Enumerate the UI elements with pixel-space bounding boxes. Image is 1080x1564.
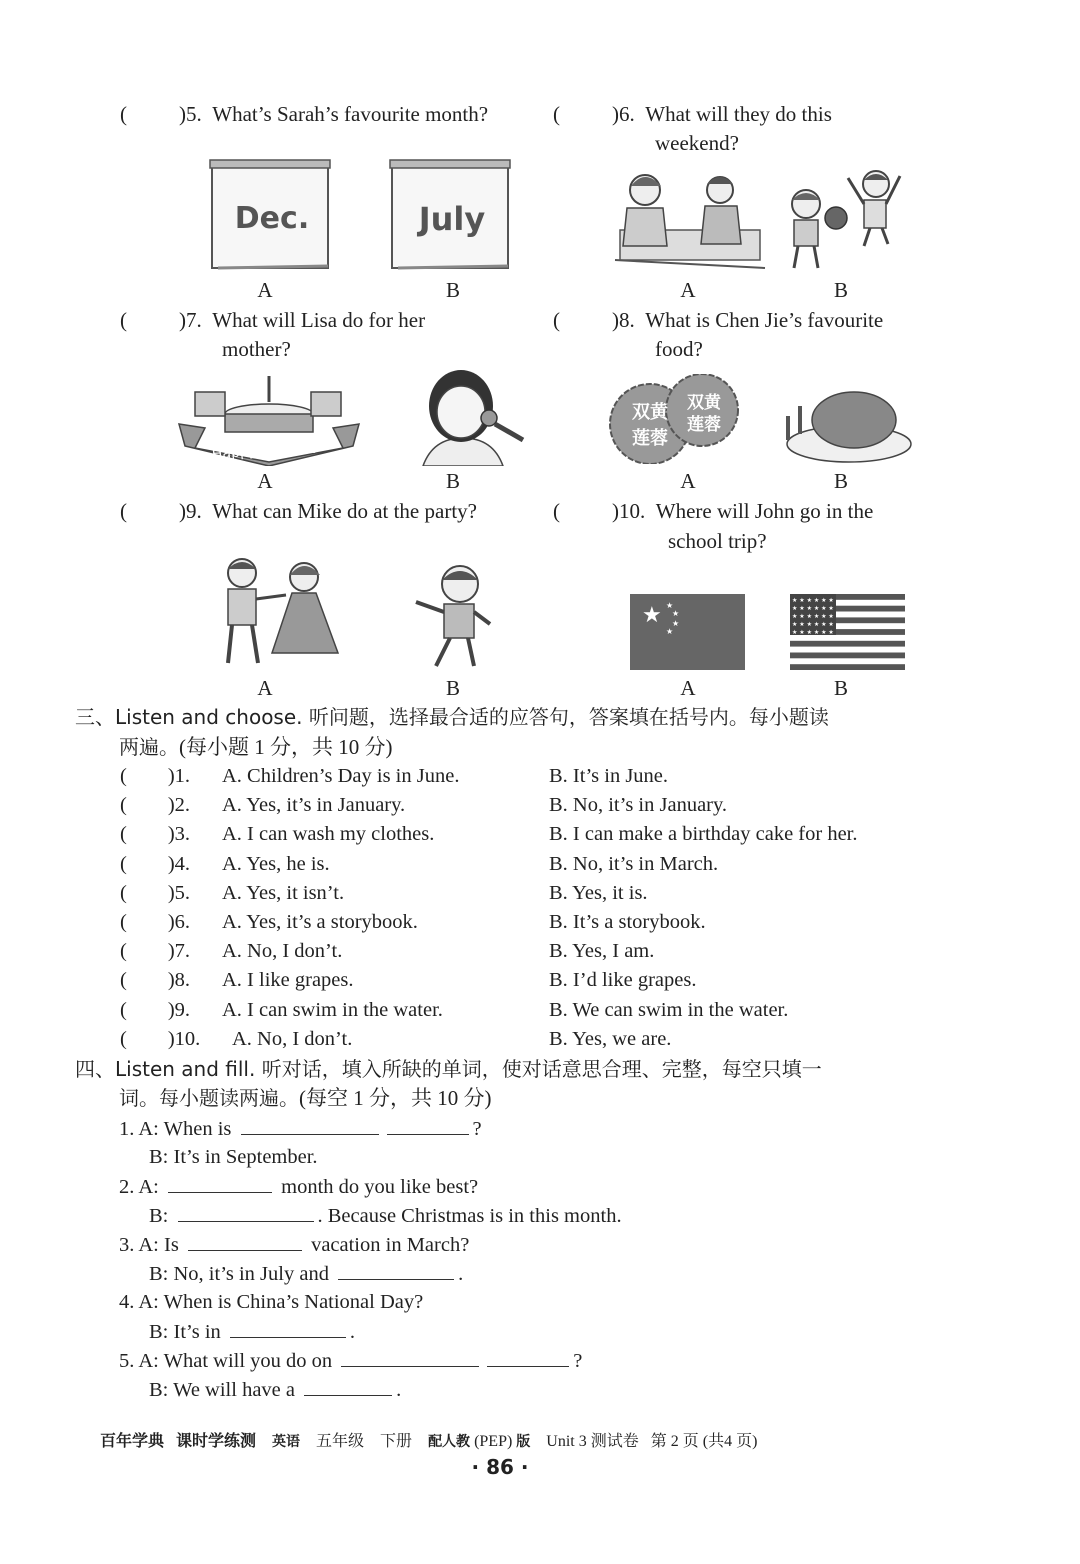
answer-paren[interactable]: ( (120, 308, 127, 332)
choice-item (120, 966, 697, 995)
choice-item (120, 996, 789, 1025)
footer-edition: 配人教 (428, 1434, 471, 1450)
option-a: A. I like grapes. (222, 969, 354, 992)
question-8 (553, 306, 883, 335)
question-text: What will they do this (645, 102, 832, 126)
mooncake1-bottom: 莲蓉 (632, 428, 668, 449)
calendar-july-image (388, 158, 514, 274)
answer-paren[interactable]: ( )4. (120, 852, 191, 875)
question-text: What will Lisa do for her (212, 308, 426, 332)
question-text: What’s Sarah’s favourite month? (212, 102, 489, 126)
section-3-heading: 三、Listen and choose. 听问题，选择最合适的应答句，答案填在括号内。每小题读 (75, 705, 829, 729)
dialog-text: B: We will have a (149, 1379, 295, 1401)
section-4-heading: 四、Listen and fill. 听对话，填入所缺的单词，使对话意思合理、完整，每空只填一 (75, 1057, 822, 1081)
question-5 (120, 100, 488, 129)
question-text: What is Chen Jie’s favourite (645, 308, 884, 332)
blank-field[interactable] (487, 1346, 569, 1367)
option-b: B. We can swim in the water. (549, 998, 789, 1021)
dialog-text: . (458, 1263, 464, 1285)
option-label-a: A (680, 278, 696, 302)
mooncake1-top: 双黄 (632, 402, 668, 423)
option-label-a: A (680, 469, 696, 493)
answer-paren[interactable]: ( )10. (120, 1027, 201, 1050)
question-10 (553, 497, 873, 526)
dialog-text: 2. A: (119, 1176, 159, 1198)
question-number: )6. (612, 102, 635, 126)
option-a: A. Yes, it isn’t. (222, 881, 345, 904)
option-a: A. Yes, it’s a storybook. (222, 911, 418, 933)
option-a: A. I can wash my clothes. (222, 823, 435, 846)
answer-paren[interactable]: ( (553, 308, 560, 332)
question-9 (120, 497, 477, 526)
mooncake2-top: 双黄 (687, 393, 721, 413)
dancing-couple-image (208, 555, 343, 671)
option-b: B. No, it’s in March. (549, 852, 719, 875)
option-b: B. It’s in June. (549, 765, 669, 787)
blank-field[interactable] (241, 1114, 379, 1135)
question-number: )10. (612, 499, 646, 523)
girl-singing-image (403, 366, 528, 466)
answer-paren[interactable]: ( )2. (120, 794, 191, 817)
option-b: B. No, it’s in January. (549, 794, 728, 817)
option-a: A. Children’s Day is in June. (222, 765, 460, 787)
choice-item (120, 937, 655, 966)
footer (100, 1428, 757, 1451)
option-label-b: B (833, 676, 848, 700)
option-b: B. I can make a birthday cake for her. (549, 823, 858, 846)
dialog-5a (119, 1346, 582, 1376)
answer-paren[interactable]: ( )5. (120, 881, 191, 904)
page-number: · 86 · (471, 1455, 529, 1479)
blank-field[interactable] (168, 1172, 272, 1193)
answer-paren[interactable]: ( (120, 102, 127, 126)
mooncake2-bottom: 莲蓉 (687, 415, 721, 435)
dialog-2a (119, 1172, 478, 1202)
dialog-text: ? (472, 1118, 482, 1140)
dialog-text: . Because Christmas is in this month. (317, 1205, 622, 1227)
section-score: (每空 1 分，共 10 分) (299, 1086, 492, 1110)
dialog-text: vacation in March? (311, 1234, 470, 1256)
dialog-5b (149, 1375, 401, 1405)
section-4-heading-cont (119, 1084, 492, 1113)
china-flag-image (630, 594, 745, 670)
question-number: )8. (612, 308, 635, 332)
option-label-b: B (445, 469, 460, 493)
blank-field[interactable] (304, 1375, 392, 1396)
svg-text:★: ★ (666, 601, 674, 610)
question-text-cont: school trip? (668, 529, 767, 553)
dialog-text: B: No, it’s in July and (149, 1263, 329, 1285)
choice-item (120, 820, 858, 849)
option-a: A. I can swim in the water. (222, 998, 443, 1021)
dialog-text: month do you like best? (281, 1176, 479, 1198)
footer-edition-suffix: 版 (516, 1434, 531, 1450)
answer-paren[interactable]: ( )1. (120, 765, 191, 787)
dialog-text: 3. A: Is (119, 1234, 179, 1256)
footer-volume: 下册 (380, 1433, 413, 1450)
answer-paren[interactable]: ( )9. (120, 998, 191, 1021)
option-a: A. No, I don’t. (222, 940, 343, 963)
question-text-cont: mother? (222, 337, 291, 361)
birthday-cake-image (175, 362, 363, 466)
option-a: A. No, I don’t. (232, 1027, 353, 1050)
footer-brand: 百年学典 (100, 1431, 165, 1450)
answer-paren[interactable]: ( (553, 102, 560, 126)
dialog-4b (149, 1317, 355, 1347)
option-label-b: B (445, 278, 460, 302)
option-label-a: A (257, 676, 273, 700)
dialog-4a: 4. A: When is China’s National Day? (119, 1291, 424, 1313)
section-score: (每小题 1 分，共 10 分) (179, 735, 393, 759)
footer-unit: Unit 3 测试卷 (546, 1433, 639, 1450)
question-7 (120, 306, 425, 335)
roast-turkey-image (784, 376, 914, 466)
blank-field[interactable] (338, 1259, 454, 1280)
choice-item (120, 850, 719, 879)
choice-item (120, 879, 648, 908)
svg-text:★ ★ ★ ★ ★ ★: ★ ★ ★ ★ ★ ★ (792, 613, 834, 620)
footer-grade: 五年级 (316, 1433, 365, 1450)
answer-paren[interactable]: ( )8. (120, 969, 191, 992)
dialog-text: ? (573, 1350, 583, 1372)
usa-flag-image (790, 594, 905, 670)
blank-field[interactable] (341, 1346, 479, 1367)
dialog-2b (149, 1201, 622, 1231)
choice-item (120, 791, 728, 820)
dialog-text: 5. A: What will you do on (119, 1350, 333, 1372)
question-6 (553, 100, 832, 129)
footer-edition-code: (PEP) (474, 1433, 513, 1450)
blank-field[interactable] (387, 1114, 469, 1135)
question-text: What can Mike do at the party? (212, 499, 477, 523)
svg-text:★ ★ ★ ★ ★ ★: ★ ★ ★ ★ ★ ★ (792, 605, 834, 612)
option-b: B. I’d like grapes. (549, 969, 697, 992)
svg-text:★ ★ ★ ★ ★ ★: ★ ★ ★ ★ ★ ★ (792, 621, 834, 628)
option-b: B. Yes, I am. (549, 940, 655, 963)
blank-field[interactable] (188, 1230, 302, 1251)
answer-paren[interactable]: ( )6. (120, 911, 191, 933)
option-label-b: B (445, 676, 460, 700)
option-label-b: B (833, 278, 848, 302)
calendar-dec-text: Dec. (234, 201, 310, 236)
svg-text:★ ★ ★ ★ ★ ★: ★ ★ ★ ★ ★ ★ (792, 629, 834, 636)
answer-paren[interactable]: ( (120, 499, 127, 523)
option-label-b: B (833, 469, 848, 493)
option-b: B. Yes, we are. (549, 1027, 672, 1050)
svg-text:★ ★ ★ ★ ★ ★: ★ ★ ★ ★ ★ ★ (792, 597, 834, 604)
dialog-1a (119, 1114, 482, 1144)
question-text-cont: weekend? (655, 131, 739, 155)
option-b: B. It’s a storybook. (549, 911, 706, 933)
option-label-a: A (257, 469, 273, 493)
blank-field[interactable] (230, 1317, 346, 1338)
question-text-cont: food? (655, 337, 703, 361)
heading-cont-text: 词。每小题读两遍。 (119, 1086, 299, 1110)
dialog-text: . (396, 1379, 402, 1401)
svg-text:★: ★ (642, 603, 662, 628)
option-a: A. Yes, it’s in January. (222, 794, 406, 817)
dialog-3b (149, 1259, 463, 1289)
svg-text:★: ★ (672, 619, 680, 628)
question-number: )5. (179, 102, 202, 126)
choice-item (120, 908, 706, 937)
choice-item (120, 762, 669, 791)
option-label-a: A (257, 278, 273, 302)
option-b: B. Yes, it is. (549, 881, 648, 904)
family-meeting-image (605, 168, 770, 272)
section-3-heading-cont (119, 733, 393, 762)
cake-banner-text: Happy birthday! (211, 437, 327, 463)
option-label-a: A (680, 676, 696, 700)
svg-text:★: ★ (666, 627, 674, 636)
calendar-dec-image (208, 158, 334, 274)
footer-series: 课时学练测 (176, 1431, 257, 1450)
heading-cont-text: 两遍。 (119, 735, 179, 759)
dialog-text: 1. A: When is (119, 1118, 232, 1140)
calendar-july-text: July (418, 200, 486, 238)
answer-paren[interactable]: ( )7. (120, 940, 191, 963)
answer-paren[interactable]: ( (553, 499, 560, 523)
choice-item (120, 1025, 672, 1054)
mooncakes-image (606, 374, 746, 464)
boy-dancing-image (408, 562, 498, 672)
question-text: Where will John go in the (655, 499, 874, 523)
kids-basketball-image (784, 164, 909, 276)
blank-field[interactable] (178, 1201, 314, 1222)
answer-paren[interactable]: ( )3. (120, 823, 191, 846)
dialog-text: B: (149, 1205, 169, 1227)
question-number: )9. (179, 499, 202, 523)
dialog-text: B: It’s in (149, 1321, 221, 1343)
footer-page-info: 第 2 页 (共4 页) (650, 1433, 758, 1450)
question-number: )7. (179, 308, 202, 332)
dialog-3a (119, 1230, 469, 1260)
footer-subject: 英语 (272, 1434, 301, 1450)
svg-text:★: ★ (672, 609, 680, 618)
dialog-1b: B: It’s in September. (149, 1146, 318, 1168)
dialog-text: . (349, 1321, 356, 1343)
option-a: A. Yes, he is. (222, 852, 330, 875)
